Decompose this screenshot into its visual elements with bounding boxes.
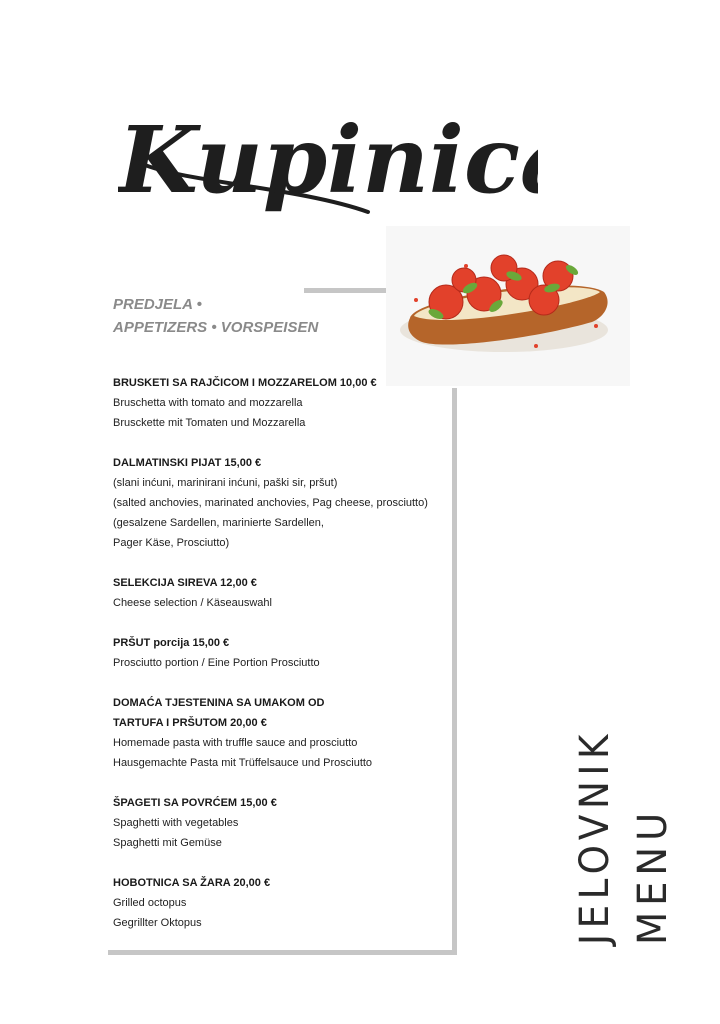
section-title [113, 293, 318, 339]
item-name: HOBOTNICA SA ŽARA 20,00 € [113, 877, 271, 889]
item-description: Hausgemachte Pasta mit Trüffelsauce und Prosciutto [113, 757, 373, 769]
menu-item [113, 793, 448, 853]
menu-item [113, 573, 448, 613]
menu-list [113, 373, 448, 953]
logo [118, 92, 538, 242]
item-description: Bruschetta with tomato and mozzarella [113, 397, 303, 409]
vertical-title [566, 727, 676, 947]
item-description: Cheese selection / Käseauswahl [113, 597, 272, 609]
menu-item [113, 373, 448, 433]
menu-item [113, 693, 448, 773]
item-description: Spaghetti with vegetables [113, 817, 239, 829]
item-description: (salted anchovies, marinated anchovies, Pag cheese, prosciutto) [113, 497, 428, 509]
item-description: Grilled octopus [113, 897, 187, 909]
item-description: Spaghetti mit Gemüse [113, 837, 222, 849]
vertical-title-menu: MENU [630, 802, 676, 945]
item-description: Brusckette mit Tomaten und Mozzarella [113, 417, 306, 429]
logo-text: Kupinica [118, 106, 538, 214]
item-description: Prosciutto portion / Eine Portion Prosciutto [113, 657, 320, 669]
menu-item [113, 453, 448, 553]
menu-item [113, 633, 448, 673]
item-description: Homemade pasta with truffle sauce and prosciutto [113, 737, 358, 749]
item-description: Pager Käse, Prosciutto) [113, 537, 230, 549]
section-title-line1: PREDJELA • [113, 296, 202, 313]
item-description: (gesalzene Sardellen, marinierte Sardellen, [113, 517, 324, 529]
item-name: SELEKCIJA SIREVA 12,00 € [113, 577, 257, 589]
bruschetta-illustration [386, 226, 630, 386]
vertical-title-jelovnik: JELOVNIK [572, 727, 618, 945]
section-title-line2: APPETIZERS • VORSPEISEN [113, 319, 319, 336]
frame-right-border [452, 388, 457, 955]
item-description: (slani inćuni, marinirani inćuni, paški sir, pršut) [113, 477, 338, 489]
item-name: ŠPAGETI SA POVRĆEM 15,00 € [113, 797, 277, 809]
item-name: DOMAĆA TJESTENINA SA UMAKOM OD [113, 697, 325, 709]
menu-item [113, 873, 448, 933]
item-name-continued: TARTUFA I PRŠUTOM 20,00 € [113, 717, 267, 729]
item-name: BRUSKETI SA RAJČICOM I MOZZARELOM 10,00 € [113, 377, 377, 389]
item-description: Gegrillter Oktopus [113, 917, 202, 929]
item-name: DALMATINSKI PIJAT 15,00 € [113, 457, 262, 469]
item-name: PRŠUT porcija 15,00 € [113, 637, 230, 649]
